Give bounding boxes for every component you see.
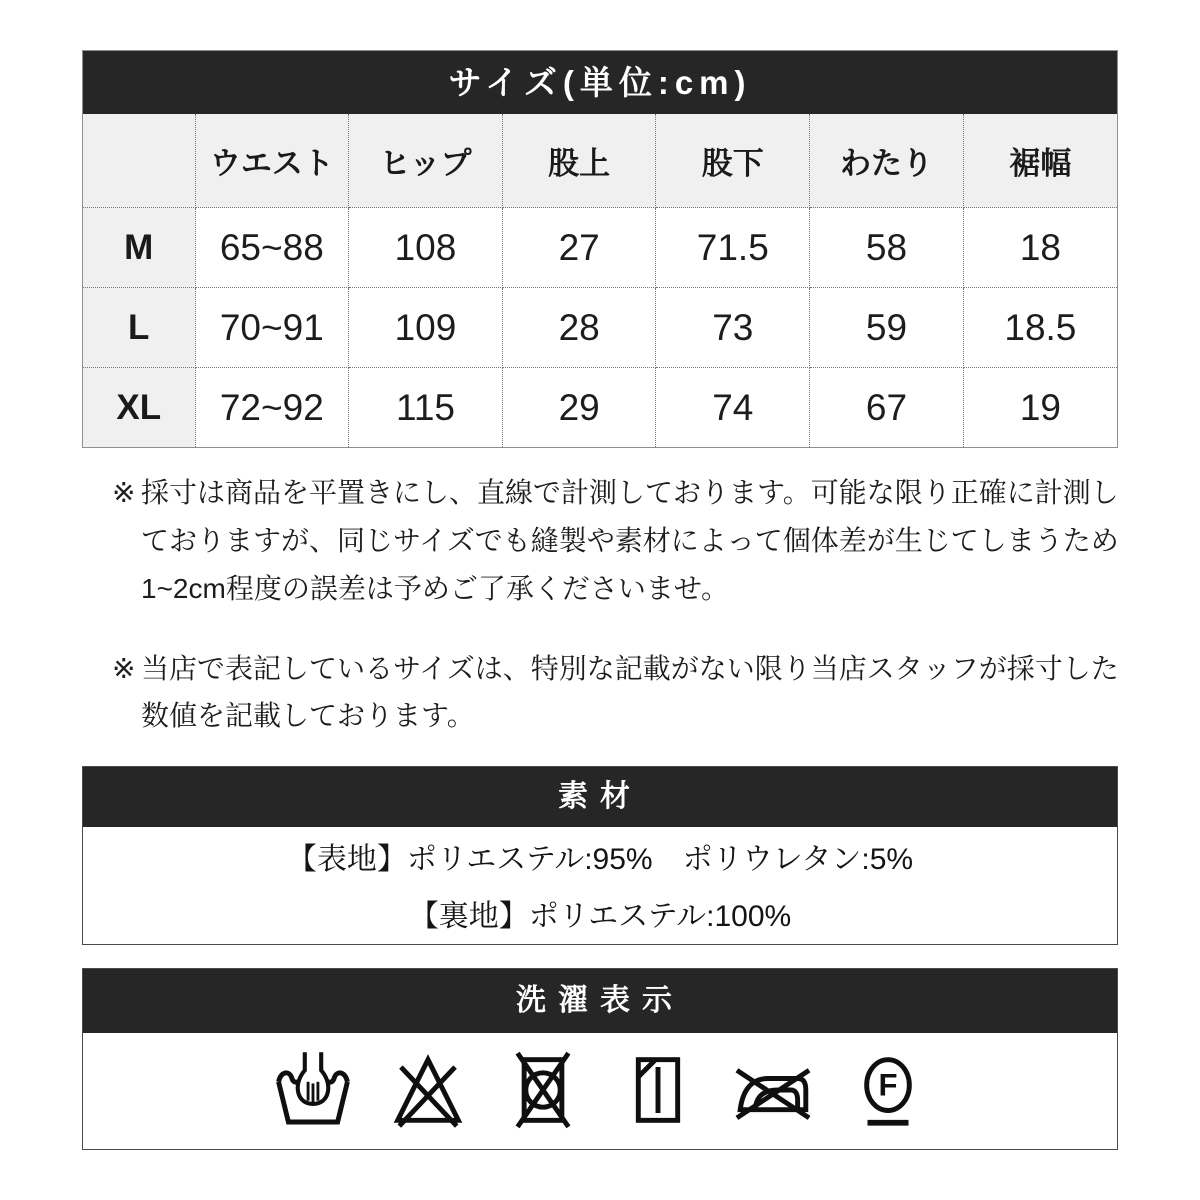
shade-line-dry-icon [617, 1048, 699, 1132]
care-section-title: 洗濯表示 [83, 969, 1117, 1033]
material-section-title: 素材 [83, 767, 1117, 827]
note-line: 採寸は商品を平置きにし、直線で計測しております。可能な限り正確に計測し [141, 477, 1119, 508]
size-value-cell: 108 [349, 208, 503, 288]
size-table-header-row [83, 114, 1117, 208]
material-body [83, 827, 1117, 942]
note-line: 1~2cm程度の誤差は予めご了承くださいませ。 [141, 573, 729, 604]
size-section-title: サイズ(単位:cm) [83, 51, 1117, 114]
dry-clean-f-gentle-icon [847, 1048, 929, 1132]
size-table-corner-cell [83, 114, 195, 208]
measurement-note [112, 469, 1151, 613]
note-line: ておりますが、同じサイズでも縫製や素材によって個体差が生じてしまうため [141, 525, 1119, 556]
column-header-hem: 裾幅 [963, 114, 1117, 208]
care-icons-row [83, 1033, 1117, 1147]
size-row-label: M [83, 208, 195, 288]
material-line-lining: 【裏地】ポリエステル:100% [408, 900, 792, 933]
size-value-cell: 71.5 [656, 208, 810, 288]
size-row-label: L [83, 288, 195, 368]
size-value-cell: 19 [963, 368, 1117, 448]
column-header-inseam: 股下 [656, 114, 810, 208]
store-size-note [112, 645, 1151, 739]
column-header-waist: ウエスト [195, 114, 349, 208]
size-section [82, 50, 1118, 448]
size-value-cell: 59 [810, 288, 964, 368]
note-line: 数値を記載しております。 [141, 700, 475, 731]
note-line: 当店で表記しているサイズは、特別な記載がない限り当店スタッフが採寸した [141, 653, 1119, 684]
table-row-m [83, 208, 1117, 288]
size-table [83, 114, 1117, 447]
size-value-cell: 109 [349, 288, 503, 368]
size-value-cell: 74 [656, 368, 810, 448]
size-value-cell: 65~88 [195, 208, 349, 288]
size-value-cell: 18 [963, 208, 1117, 288]
size-value-cell: 73 [656, 288, 810, 368]
do-not-bleach-icon [387, 1048, 469, 1132]
note-marker: ※ [112, 477, 136, 508]
care-section [82, 968, 1118, 1150]
table-row-l [83, 288, 1117, 368]
size-value-cell: 58 [810, 208, 964, 288]
do-not-tumble-dry-icon [502, 1048, 584, 1132]
svg-text:F: F [877, 1067, 898, 1103]
size-value-cell: 27 [502, 208, 656, 288]
column-header-hip: ヒップ [349, 114, 503, 208]
size-value-cell: 29 [502, 368, 656, 448]
column-header-thigh: わたり [810, 114, 964, 208]
size-row-label: XL [83, 368, 195, 448]
size-value-cell: 28 [502, 288, 656, 368]
do-not-iron-icon [732, 1048, 814, 1132]
column-header-rise: 股上 [502, 114, 656, 208]
size-value-cell: 67 [810, 368, 964, 448]
size-value-cell: 115 [349, 368, 503, 448]
size-value-cell: 72~92 [195, 368, 349, 448]
material-line-outer: 【表地】ポリエステル:95% ポリウレタン:5% [286, 843, 914, 876]
hand-wash-icon [272, 1048, 354, 1132]
size-value-cell: 18.5 [963, 288, 1117, 368]
note-marker: ※ [112, 653, 136, 684]
material-section [82, 766, 1118, 945]
size-value-cell: 70~91 [195, 288, 349, 368]
table-row-xl [83, 368, 1117, 448]
